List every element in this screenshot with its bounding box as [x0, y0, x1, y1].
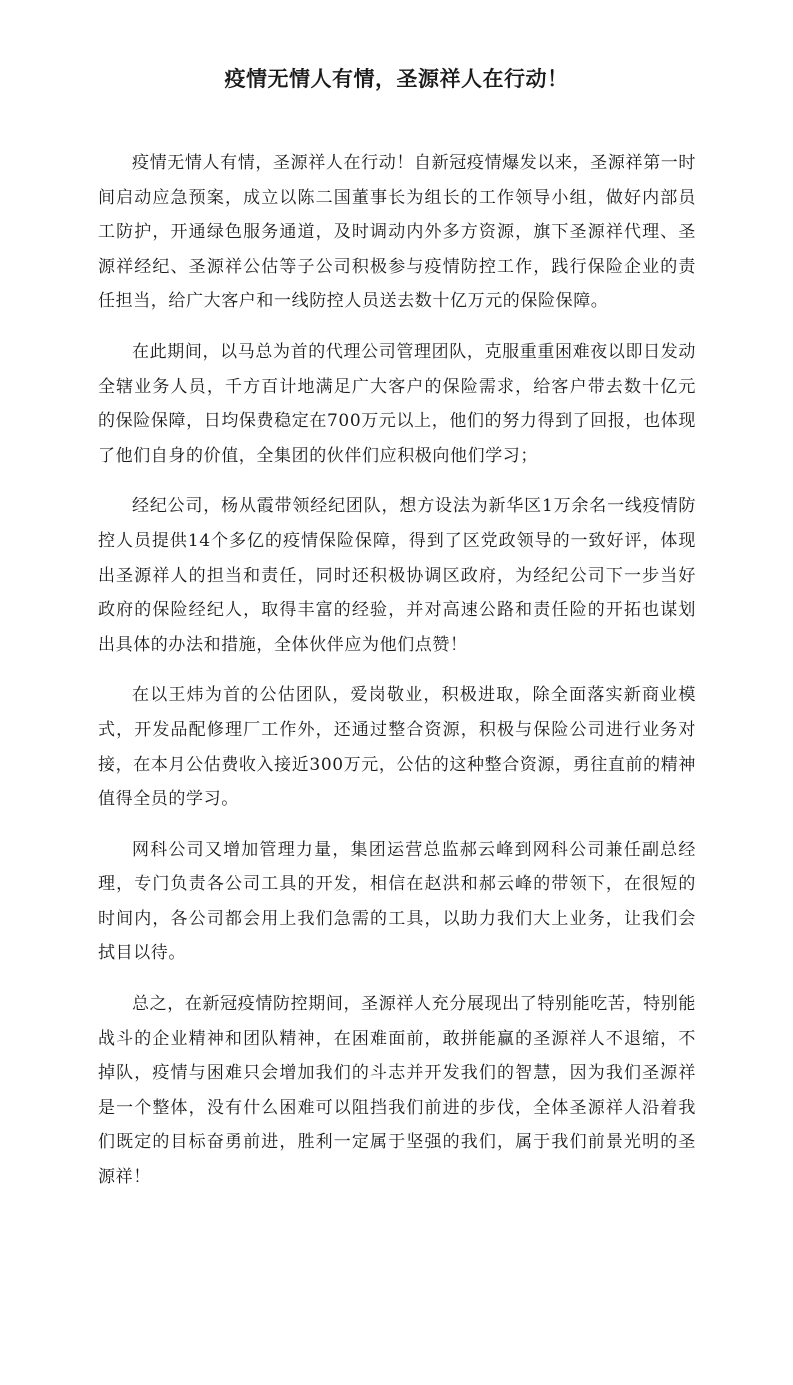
- paragraph-6: 总之，在新冠疫情防控期间，圣源祥人充分展现出了特别能吃苦，特别能战斗的企业精神和团队精神，在困难面前，敢拼能赢的圣源祥人不退缩，不掉队，疫情与困难只会增加我们的斗志并开发我们的智慧，因为我们圣源祥是一个整体，没有什么困难可以阻挡我们前进的步伐，全体圣源祥人沿着我们既定的目标奋勇前进，胜利一定属于坚强的我们，属于我们前景光明的圣源祥！: [98, 994, 696, 1188]
- paragraph-2: 在此期间，以马总为首的代理公司管理团队，克服重重困难夜以即日发动全辖业务人员，千方百计地满足广大客户的保险需求，给客户带去数十亿元的保险保障，日均保费稳定在700万元以上，他们的努力得到了回报，也体现了他们自身的价值，全集团的伙伴们应积极向他们学习；: [98, 341, 696, 466]
- page-title: 疫情无情人有情，圣源祥人在行动！: [224, 66, 569, 91]
- article-body: [98, 146, 696, 1211]
- paragraph-3: 经纪公司，杨从霞带领经纪团队，想方设法为新华区1万余名一线疫情防控人员提供14个多亿的疫情保险保障，得到了区党政领导的一致好评，体现出圣源祥人的担当和责任，同时还积极协调区政府，为经纪公司下一步当好政府的保险经纪人，取得丰富的经验，并对高速公路和责任险的开拓也谋划出具体的办法和措施，全体伙伴应为他们点赞！: [98, 496, 696, 655]
- paragraph-5: 网科公司又增加管理力量，集团运营总监郝云峰到网科公司兼任副总经理，专门负责各公司工具的开发，相信在赵洪和郝云峰的带领下，在很短的时间内，各公司都会用上我们急需的工具，以助力我们大上业务，让我们会拭目以待。: [98, 839, 696, 964]
- paragraph-4: 在以王炜为首的公估团队，爱岗敬业，积极进取，除全面落实新商业模式，开发品配修理厂工作外，还通过整合资源，积极与保险公司进行业务对接，在本月公估费收入接近300万元，公估的这种整合资源，勇往直前的精神值得全员的学习。: [98, 685, 696, 810]
- paragraph-1: 疫情无情人有情，圣源祥人在行动！自新冠疫情爆发以来，圣源祥第一时间启动应急预案，成立以陈二国董事长为组长的工作领导小组，做好内部员工防护，开通绿色服务通道，及时调动内外多方资源，旗下圣源祥代理、圣源祥经纪、圣源祥公估等子公司积极参与疫情防控工作，践行保险企业的责任担当，给广大客户和一线防控人员送去数十亿万元的保险保障。: [98, 153, 696, 312]
